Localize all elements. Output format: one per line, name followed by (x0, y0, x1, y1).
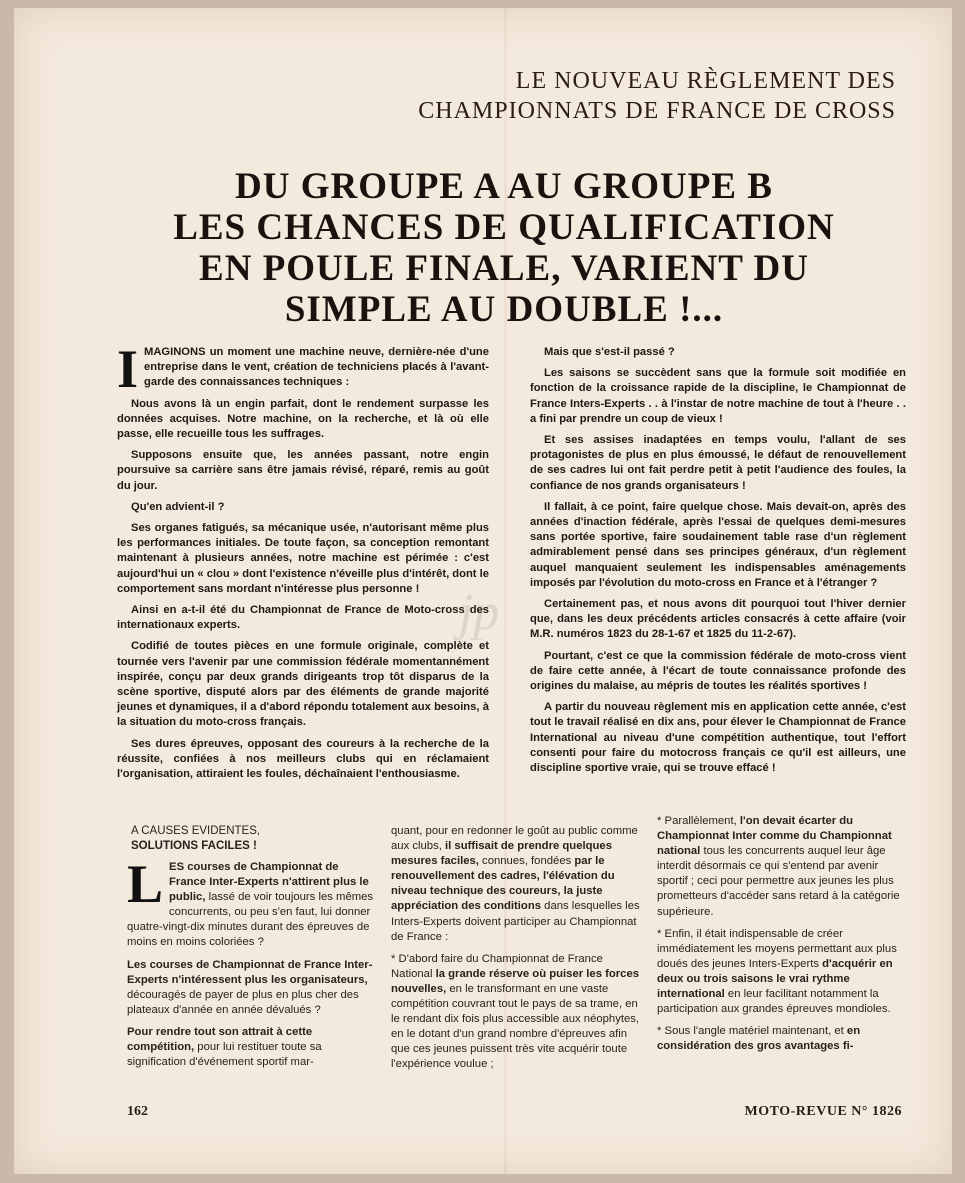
lower-column-1 (127, 860, 377, 1090)
lower-column-3 (657, 814, 909, 1090)
headline-line-3: EN POULE FINALE, VARIENT DU (199, 248, 809, 289)
watermark-logo: jp (458, 584, 500, 641)
bold-run: Pour rendre tout son attrait à cette compétition, (127, 1025, 313, 1054)
paragraph (657, 927, 909, 1018)
upper-left-column (117, 345, 489, 805)
bold-run: en considération des gros avantages fi- (657, 1025, 861, 1053)
paragraph: Supposons ensuite que, les années passant, notre engin poursuive sa carrière sans être jamais révisé, réparé, remis au goût du jour. (117, 449, 489, 492)
headline (134, 166, 874, 330)
kicker-line-2: CHAMPIONNATS DE FRANCE DE CROSS (418, 98, 896, 124)
text-run: tous les concurrents auquel leur âge interdit désormais ce qui s'entend par avenir sportif ; ceci pour permettre aux jeunes les plus prometteurs d'accéder sans retard à la catégorie supérieure. (657, 845, 900, 918)
paragraph (127, 1025, 377, 1070)
bold-run: par le renouvellement des cadres, l'élévation du niveau technique des coureurs, la juste appréciation des conditions (391, 855, 615, 913)
bold-run: ES courses de Championnat de France Inter-Experts n'attirent plus le public, (169, 861, 369, 904)
paragraph: Ses dures épreuves, opposant des coureurs à la recherche de la réussite, confiées à nos meilleurs clubs qui en réclamaient l'organisation, attiraient les foules, déchaînaient l'enthousiasme. (117, 737, 489, 781)
page-number: 162 (127, 1104, 148, 1119)
headline-line-4: SIMPLE AU DOUBLE !... (284, 289, 724, 330)
paragraph: Et ses assises inadaptées en temps voulu, l'allant de ses protagonistes de plus en plus émoussé, le défaut de renouvellement de ses cadres lui ont fait perdre petit à petit l'audience des foules, la confiance de nos grands organisateurs ! (530, 434, 906, 492)
paragraph: Ses organes fatigués, sa mécanique usée, n'autorisant même plus les performances initiales. De toute façon, sa conception remontant maintenant à plusieurs années, notre machine est périmée : c'est aujourd'hui un « clou » dont l'existence n'éveille plus d'intérêt, dont le comportement sans mordant n'intéresse plus personne ! (117, 522, 489, 595)
dropcap-l: L (127, 860, 164, 914)
headline-line-2: LES CHANCES DE QUALIFICATION (173, 207, 835, 248)
paragraph (127, 958, 377, 1018)
text-run: lassé de voir toujours les mêmes concurrents, ou peu s'en faut, lui donner quatre-vingt-dix minutes durant des épreuves de moins en moins coloriées ? (127, 891, 374, 949)
paragraph: Nous avons là un engin parfait, dont le rendement surpasse les données acquises. Notre machine, on la recherche, et là où elle passe, elle recueille tous les suffrages. (117, 397, 489, 441)
text-run: pour lui restituer toute sa signification d'événement sportif mar- (127, 1041, 322, 1069)
paragraph: Certainement pas, et nous avons dit pourquoi tout l'hiver dernier que, dans les deux précédents articles consacrés à cette affaire (voir M.R. numéros 1823 du 28-1-67 et 1825 du 11-2-67). (530, 598, 906, 641)
text-run: * Parallèlement, (657, 815, 740, 827)
kicker (418, 66, 896, 126)
text-run: * D'abord faire du Championnat de France National (391, 952, 603, 980)
paragraph: Les saisons se succèdent sans que la formule soit modifiée en fonction de la croissance rapide de la discipline, le Championnat de France Inters-Experts . . à l'instar de notre machine de tout à l'heure . . a fini par prendre un coup de vieux ! (530, 367, 906, 425)
headline-line-1: DU GROUPE A AU GROUPE B (235, 166, 773, 207)
bold-run: Les courses de Championnat de France Inter-Experts n'intéressent plus les organisateurs, (127, 958, 373, 986)
paragraph: Il fallait, à ce point, faire quelque chose. Mais devait-on, après des années d'inaction fédérale, après l'essai de quelques demi-mesures sans portée sportive, faire soudainement table rase d'un règlement admirablement pensé dans ses principes généraux, d'un règlement auquel manquaient seulement les indispensables aménagements imposés par l'évolution du moto-cross en France et à l'étranger ? (530, 500, 906, 589)
text-run: connues, fondées (478, 855, 575, 868)
text-run: découragés de payer de plus en plus cher des plateaux d'année en année dévalués ? (127, 988, 359, 1016)
section-subhead (131, 824, 260, 854)
text-run: en leur facilitant notamment la participation aux grandes épreuves mondioles. (657, 988, 891, 1016)
bold-run: l'on devait écarter du Championnat Inter comme du Championnat national (657, 815, 892, 858)
magazine-page (14, 8, 952, 1174)
paragraph: Mais que s'est-il passé ? (544, 346, 675, 358)
paragraph: Pourtant, c'est ce que la commission fédérale de moto-cross vient de faire cette année, à l'écart de toute connaissance profonde des origines du malaise, au mépris de toutes les réalités sportives ! (530, 649, 906, 693)
text-run: * Sous l'angle matériel maintenant, et (657, 1025, 847, 1038)
text-run: en le transformant en une vaste compétition couvrant tout le pays de sa trame, en le rendant dix fois plus accessible aux néophytes, en le dotant d'un grand nombre d'épreuves afin que ces jeunes puissent très vite acquérir toute l'expérience voulue ; (391, 982, 640, 1071)
text-run: quant, pour en redonner le goût au public comme aux clubs, (391, 825, 638, 853)
paragraph (657, 1024, 909, 1054)
paragraph (391, 952, 641, 1073)
dropcap-i: I (117, 345, 139, 399)
intro-rest: un moment une machine neuve, dernière-née d'une entreprise dans le vent, création de techniciens placés à l'avant-garde des connaissances techniques : (144, 346, 489, 389)
paragraph: Codifié de toutes pièces en une formule originale, complète et tournée vers l'avenir par une commission fédérale momentannément inspirée, conçu par deux grands dirigeants trop tôt disparus de la scène sportive, disputé alors par des éléments de grande majorité jeunes et dynamiques, il a d'abord répondu totalement aux besoins, à la situation du moto-cross français. (117, 640, 489, 729)
text-run: dans lesquelles les Inters-Experts doivent participer au Championnat de France : (391, 900, 640, 943)
intro-paragraph (117, 345, 489, 399)
upper-right-column (530, 345, 906, 805)
paragraph: Qu'en advient-il ? (131, 500, 225, 513)
subhead-line-2: SOLUTIONS FACILES ! (131, 840, 257, 852)
bold-run: d'acquérir en deux ou trois saisons le vrai rythme international (657, 957, 893, 1001)
bold-run: il suffisait de prendre quelques mesures faciles, (391, 840, 612, 868)
paragraph: Ainsi en a-t-il été du Championnat de France de Moto-cross des internationaux experts. (117, 604, 489, 632)
magazine-issue: MOTO-REVUE N° 1826 (744, 1104, 902, 1119)
paragraph (391, 824, 641, 945)
paragraph (127, 860, 377, 951)
paragraph (657, 814, 909, 920)
intro-lead: MAGINONS (144, 346, 206, 358)
subhead-line-1: A CAUSES EVIDENTES, (131, 825, 261, 837)
lower-column-2 (391, 824, 641, 1090)
paragraph: A partir du nouveau règlement mis en application cette année, c'est tout le travail réalisé en dix ans, pour élever le Championnat de France International au niveau d'une compétition authentique, tout l'effort consenti pour faire du motocross français ce qu'il est ailleurs, une discipline sportive vraie, qui se trouve effacé ! (530, 701, 906, 775)
bold-run: la grande réserve où puiser les forces nouvelles, (391, 967, 640, 995)
kicker-line-1: LE NOUVEAU RÈGLEMENT DES (515, 68, 896, 94)
text-run: * Enfin, il était indispensable de créer immédiatement les moyens permettant aux plus doués des jeunes Inters-Experts (657, 927, 897, 970)
